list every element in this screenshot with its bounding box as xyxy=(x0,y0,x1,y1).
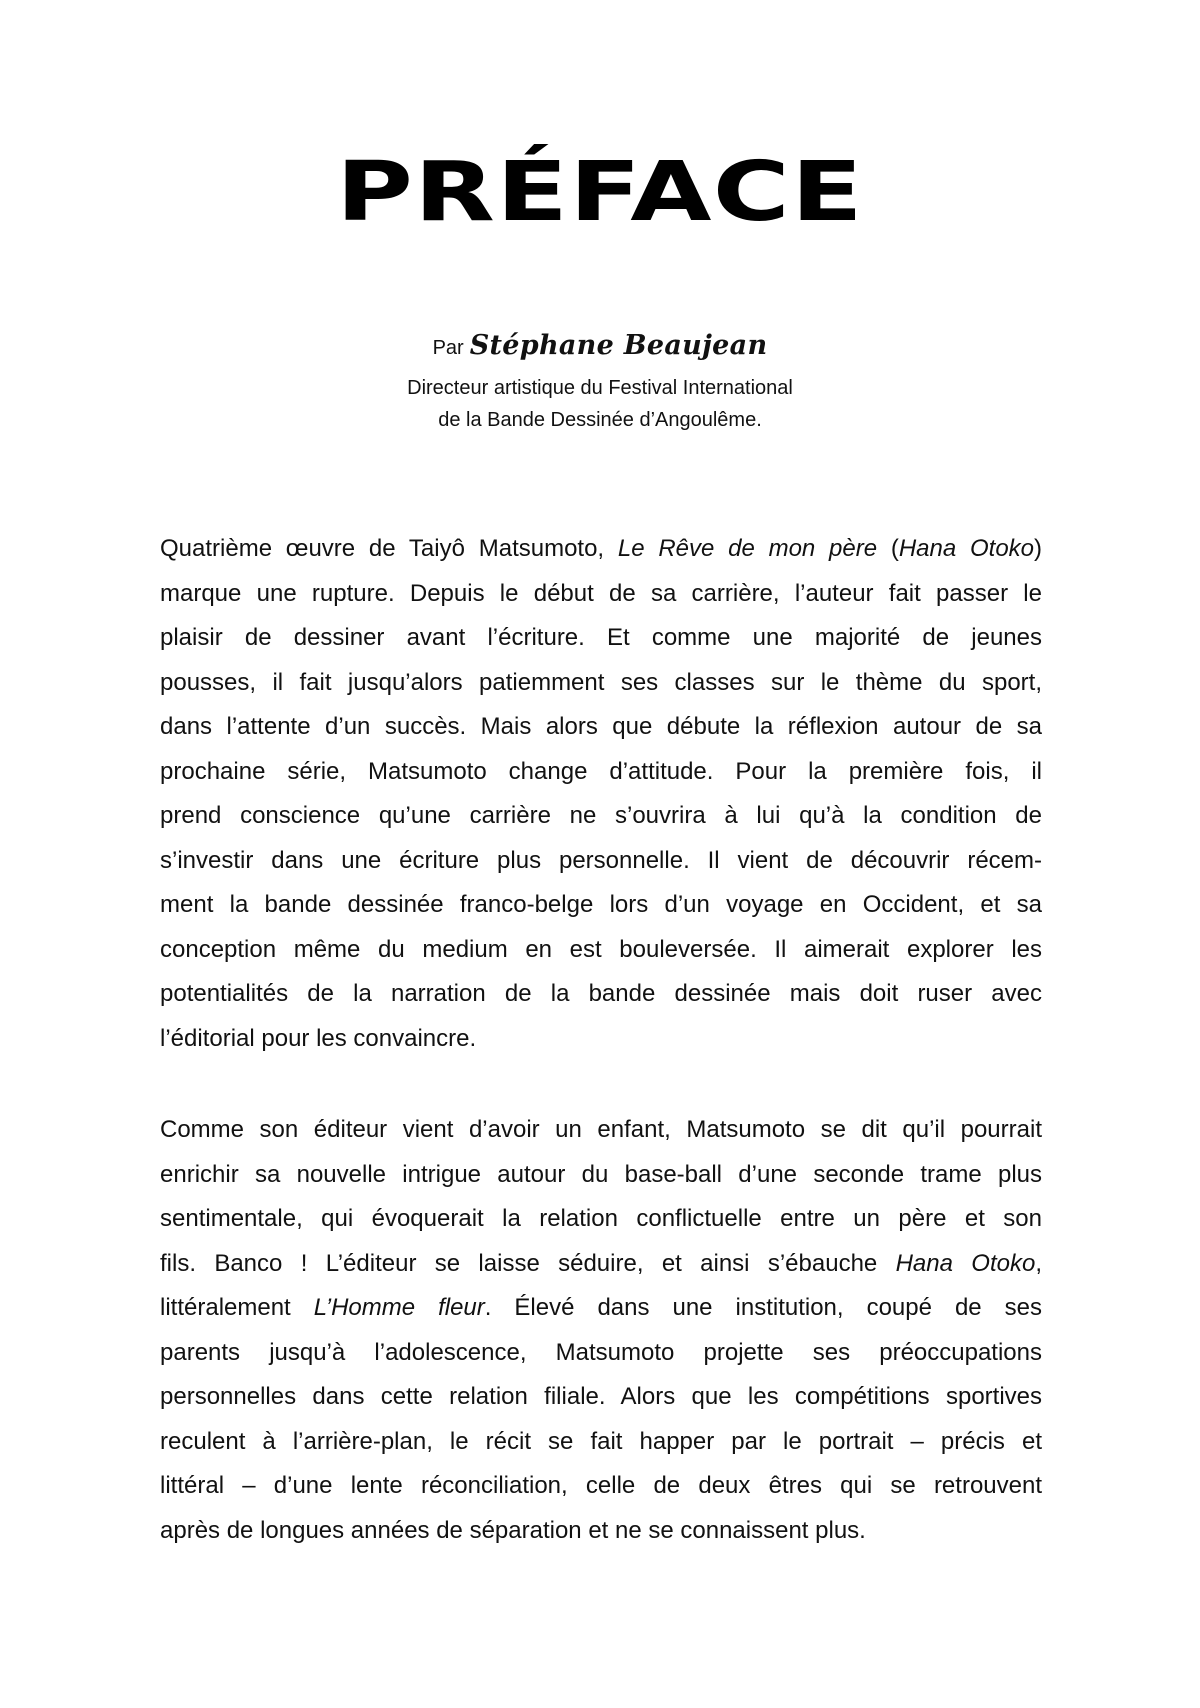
book-title-italic: Le Rêve de mon père xyxy=(617,535,878,562)
text-span: . Élevé dans une institution, coupé de ses xyxy=(484,1294,1042,1321)
text-line: marque une rupture. Depuis le début de sa carrière, l’auteur fait passer le xyxy=(160,579,1042,607)
text-line: sentimentale, qui évoquerait la relation conflictuelle entre un père et son xyxy=(160,1205,1042,1232)
text-line: l’éditorial pour les convaincre. xyxy=(160,1024,477,1052)
text-line: Comme son éditeur vient d’avoir un enfant, Matsumoto se dit qu’il pourrait xyxy=(160,1116,1042,1143)
text-line: pousses, il fait jusqu’alors patiemment ses classes sur le thème du sport, xyxy=(160,668,1042,696)
text-line xyxy=(160,1242,1042,1287)
text-span: , xyxy=(1035,1249,1042,1277)
text-line: enrichir sa nouvelle intrigue autour du base-ball d’une seconde trame plus xyxy=(160,1160,1042,1188)
author-role-line: Directeur artistique du Festival International xyxy=(407,377,793,399)
page-title: PRÉFACE xyxy=(335,145,864,240)
text-line xyxy=(160,527,1042,572)
text-line: plaisir de dessiner avant l’écriture. Et comme une majorité de jeunes xyxy=(160,624,1042,651)
book-title-italic: Hana Otoko xyxy=(895,1249,1036,1277)
text-line: parents jusqu’à l’adolescence, Matsumoto projette ses préoccupations xyxy=(160,1338,1042,1366)
text-line: littéral – d’une lente réconciliation, celle de deux êtres qui se retrouvent xyxy=(160,1472,1042,1499)
text-line: personnelles dans cette relation filiale. Alors que les compétitions sportives xyxy=(160,1383,1042,1410)
byline xyxy=(0,332,1200,359)
text-line: ment la bande dessinée franco-belge lors d’un voyage en Occident, et sa xyxy=(160,891,1042,918)
text-span: ( xyxy=(877,535,899,562)
text-line: prochaine série, Matsumoto change d’attitude. Pour la première fois, il xyxy=(160,757,1042,785)
text-line: s’investir dans une écriture plus personnelle. Il vient de découvrir récem- xyxy=(160,846,1042,874)
text-line: reculent à l’arrière-plan, le récit se fait happer par le portrait – précis et xyxy=(160,1427,1042,1455)
text-line: après de longues années de séparation et ne se connaissent plus. xyxy=(160,1516,866,1544)
book-title-italic: Hana Otoko xyxy=(898,535,1035,562)
author-role-line: de la Bande Dessinée d’Angoulême. xyxy=(438,409,762,431)
text-span: ) xyxy=(1034,535,1043,562)
author-name: Stéphane Beaujean xyxy=(469,330,768,361)
text-span: littéralement xyxy=(160,1294,314,1321)
text-line: conception même du medium en est bouleversée. Il aimerait explorer les xyxy=(160,935,1042,963)
text-line: dans l’attente d’un succès. Mais alors que débute la réflexion autour de sa xyxy=(160,713,1042,740)
author-role xyxy=(0,372,1200,436)
byline-prefix: Par xyxy=(432,337,464,359)
text-line: potentialités de la narration de la bande dessinée mais doit ruser avec xyxy=(160,980,1042,1007)
paragraph-2 xyxy=(160,1108,1042,1553)
text-span: Quatrième œuvre de Taiyô Matsumoto, xyxy=(160,535,618,562)
text-span: fils. Banco ! L’éditeur se laisse séduire, et ainsi s’ébauche xyxy=(160,1249,896,1277)
text-line xyxy=(160,1286,1042,1331)
book-title-italic: L’Homme fleur xyxy=(313,1294,485,1321)
text-line: prend conscience qu’une carrière ne s’ouvrira à lui qu’à la condition de xyxy=(160,802,1042,829)
paragraph-1 xyxy=(160,527,1042,1061)
